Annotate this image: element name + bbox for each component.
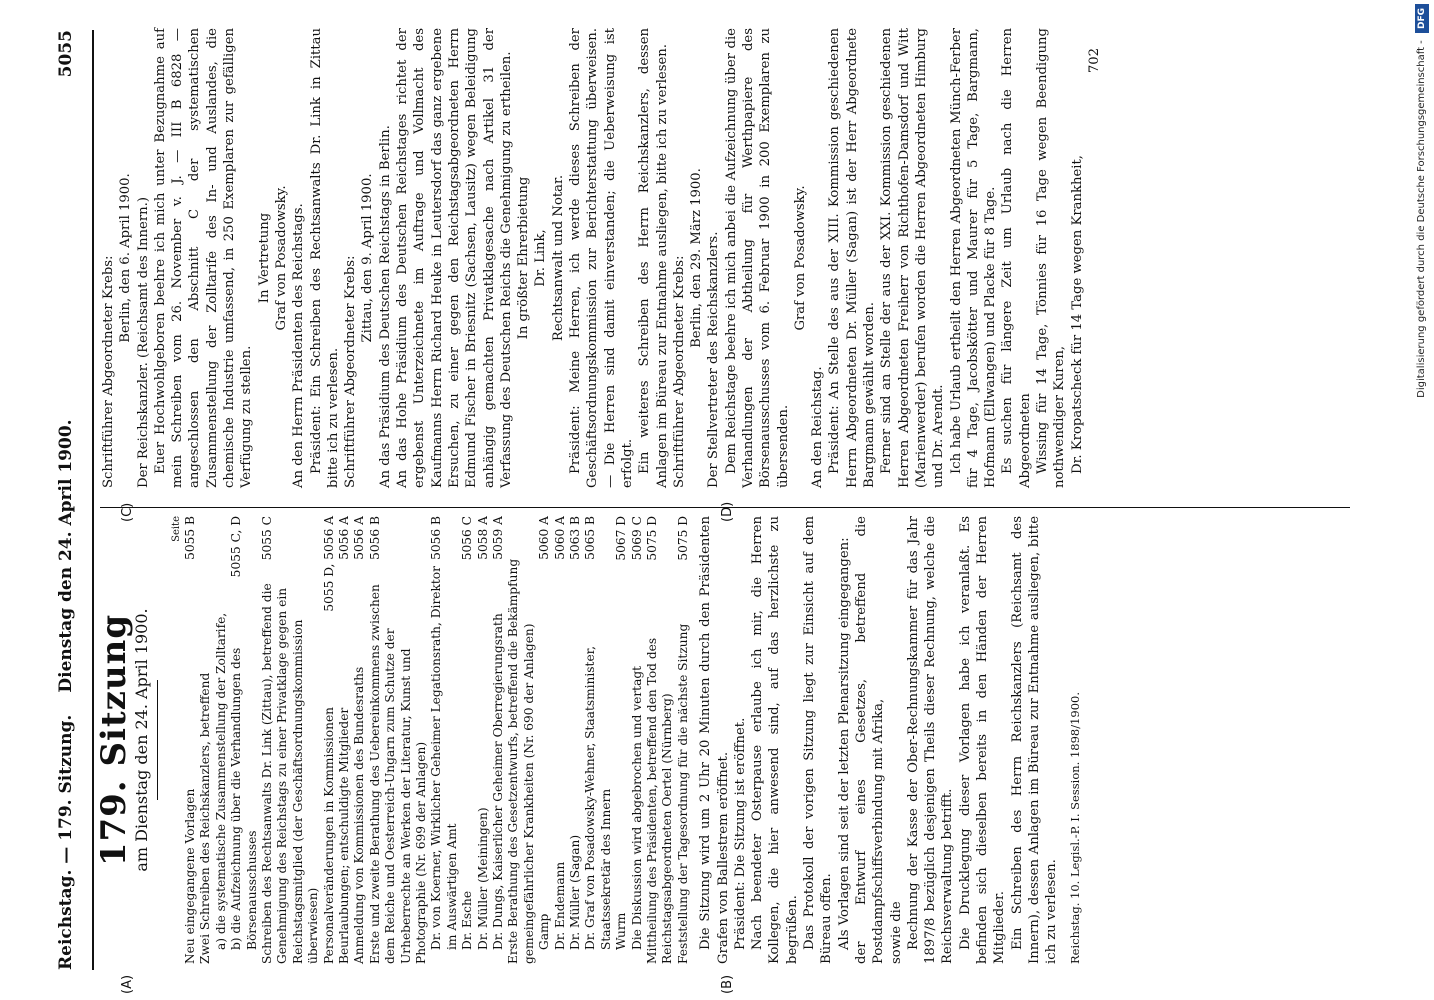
toc-page: 5063 B [568,516,583,560]
digitization-stamp [1410,0,1434,1000]
toc-row [352,516,367,964]
body-paragraph: Ein weiteres Schreiben des Herrn Reichskanzlers, dessen Anlagen im Büreau zur Entnahme ausliegen, bitte ich zu verlesen. [637,28,670,488]
toc-entry: Wurm [614,912,629,950]
toc-row [476,516,491,964]
toc-row [337,516,352,964]
toc-entry: Erste und zweite Berathung des Uebereinkommens zwischen dem Reiche und Oesterreich-Ungarn zum Schutze der Urheberrechte an Werken der Literatur, Kunst und Photographie (Nr. 699 der Anlagen) [367,584,428,964]
toc-entry: Personalveränderungen in Kommissionen [321,706,336,964]
toc-entry: Feststellung der Tagesordnung für die nächste Sitzung [675,623,690,964]
body-paragraph: Euer Hochwohlgeboren beehre ich mich unter Bezugnahme auf mein Schreiben vom 26. November v. J. — III B 6828 — angeschlossen den Abschnitt C der systematischen Zusammenstellung der Zolltarife des In- und Auslandes, die chemische Industrie umfassend, in 250 Exemplaren zur gefälligen Verfügung zu stellen. [152,28,255,488]
body-paragraph: Rechnung der Kasse der Ober-Rechnungskammer für das Jahr 1897/8 bezüglich desjenigen Theils dieser Rechnung, welche die Reichsverwaltung betrifft. [905,516,956,964]
body-paragraph: Der Stellvertreter des Reichskanzlers. [706,231,722,488]
toc-page: 5060 A [552,516,567,560]
body-paragraph: An das Präsidium des Deutschen Reichstags in Berlin. [377,125,393,488]
toc-entry: Dr. Endemann [552,861,567,950]
toc-entry: Anmeldung von Kommissionen des Bundesraths [352,666,367,964]
body-paragraph: Dem Reichstage beehre ich mich anbei die Aufzeichnung über die Verhandlungen der Abtheilung für Werthpapiere des Börsenausschusses vom 6. Februar 1900 in 200 Exemplaren zu übersenden. [723,28,791,488]
toc-page: 5055 B [182,516,197,560]
body-paragraph: Präsident: Meine Herren, ich werde dieses Schreiben der Geschäftsordnungskommission zur Berichterstattung überweisen. — Die Herren sind damit einverstanden; die Ueberweisung ist erfolgt. [568,28,635,488]
toc-page: 5069 C [629,516,644,561]
body-paragraph: An das Hohe Präsidium des Deutschen Reichstages richtet der ergebenst Unterzeichnete im Auftrage und Vollmacht des Kaufmanns Herrn Richard Heuke in Leutersdorf das ganz ergebene Ersuchen, zu einer gegen den Reichstagsabgeordneten Herrn Edmund Fischer in Briesnitz (Sachsen, Lausitz) wegen Beleidigung anhängig gemachten Privatklagesache nach Artikel 31 der Verfassung des Deutschen Reichs die Genehmigung zu ertheilen. [395,28,514,488]
body-paragraph: Ferner sind an Stelle der aus der XXI. Kommission geschiedenen Herren Abgeordneten Freiherr von Richthofen-Damsdorf und Witt (Marienwerder) berufen worden die Herren Abgeordneten Himburg und Dr. Arendt. [879,28,947,488]
toc-page: 5075 D [645,516,660,561]
toc-page: 5056 A [352,516,367,560]
toc-row [183,516,198,964]
toc-page: 5055 D, 5056 A [321,516,336,612]
toc-page [506,516,537,522]
body-paragraph: sowie die [888,901,904,964]
toc-page: 5067 D [614,516,629,561]
toc-entry: b) die Aufzeichnung über die Verhandlungen des Börsenausschusses [229,647,259,950]
body-paragraph: Zittau, den 9. April 1900. [360,173,376,343]
body-paragraph: Ein Schreiben des Herrn Reichskanzlers (Reichsamt des Innern), dessen Anlagen im Büreau zur Entnahme ausliegen, bitte ich zu verlesen. [1009,516,1060,964]
toc-row [583,516,614,964]
toc-entry: Erste Berathung des Gesetzentwurfs, betreffend die Bekämpfung gemeingefährlicher Krankheiten (Nr. 690 der Anlagen) [506,558,536,964]
seite-label: Seite [170,516,182,542]
body-paragraph: Der Reichskanzler. (Reichsamt des Innern.) [135,197,151,488]
body-paragraph: Graf von Posadowsky. [792,185,808,331]
body-paragraph: Es suchen für längere Zeit um Urlaub nach die Herren Abgeordneten [1000,28,1033,488]
toc-entry: Zwei Schreiben des Reichskanzlers, betreffend [198,672,213,964]
body-paragraph: Schriftführer Abgeordneter Krebs: [343,255,359,488]
toc-row [553,516,568,964]
toc-row [645,516,676,964]
body-paragraph: Berlin, den 6. April 1900. [118,173,134,343]
session-date: am Dienstag den 24. April 1900. [132,608,152,872]
toc-row [568,516,583,964]
margin-letter-b: (B) [720,974,735,994]
toc-row [676,516,691,964]
toc-entry: Neu eingegangene Vorlagen [182,788,197,964]
toc-entry: Die Diskussion wird abgebrochen und vertagt [629,665,644,950]
session-title: 179. Sitzung [94,613,134,867]
body-paragraph: Präsident: Ein Schreiben des Rechtsanwalts Dr. Link in Zittau bitte ich zu verlesen. [308,28,341,488]
toc-entry: Schreiben des Rechtsanwalts Dr. Link (Zittau), betreffend die Genehmigung des Reichstags zu einer Privatklage gegen ein Reichstagsmitglied (der Geschäftsordnungskommission überwiesen) [259,583,321,964]
toc-row [322,516,337,964]
toc-page: 5055 C [259,516,274,561]
toc-entry: Dr. von Koerner, Wirklicher Geheimer Legationsrath, Direktor im Auswärtigen Amt [429,566,459,950]
toc-entry: Dr. Müller (Meiningen) [475,807,490,950]
body-paragraph: Schriftführer Abgeordneter Krebs: [101,255,116,488]
left-column [94,516,1360,964]
toc-entry: Dr. Müller (Sagan) [568,834,583,950]
body-paragraph: Präsident: An Stelle des aus der XIII. Kommission geschiedenen Herrn Abgeordneten Dr. Müller (Sagan) ist der Herr Abgeordnete Bargmann gewählt worden. [827,28,878,488]
right-column [100,28,1360,488]
toc-page: 5075 D [675,516,690,561]
toc-entry: Gamp [537,913,552,950]
toc-page [198,516,213,522]
left-body [697,516,1060,964]
body-paragraph: Schriftführer Abgeordneter Krebs: [671,255,687,488]
toc-page: 5065 B [583,516,598,560]
page-number: 5055 [56,30,76,78]
body-paragraph: Nach beendeter Osterpause erlaube ich mir, die Herren Kollegen, die hier anwesend sind, auf das herzlichste zu begrüßen. [750,516,800,964]
toc-page: 5056 B [367,516,382,560]
right-body [100,28,1086,488]
toc-row [260,516,322,964]
body-paragraph: Graf von Posadowsky. [273,185,289,331]
toc-page: 5058 A [475,516,490,560]
body-paragraph: der Entwurf eines Gesetzes, betreffend die Postdampfschiffsverbindung mit Afrika, [853,516,887,964]
toc-entry: Dr. Esche [460,890,475,950]
body-paragraph: Als Vorlagen sind seit der letzten Plenarsitzung eingegangen: [836,537,852,950]
body-paragraph: Präsident: Die Sitzung ist eröffnet. [732,717,748,950]
toc-page: 5056 B [429,516,444,560]
toc-page: 5060 A [537,516,552,560]
toc-entry: Beurlaubungen; entschuldigte Mitglieder [336,707,351,964]
body-paragraph: Dr. Link, [533,229,549,287]
toc-page: 5055 C, D [229,516,244,578]
body-paragraph: Rechtsanwalt und Notar. [550,174,566,342]
toc-row [198,516,213,964]
header-date: Dienstag den 24. April 1900. [56,419,76,693]
body-paragraph: Dr. Kropatscheck für 14 Tage wegen Krankheit, [1069,155,1085,474]
sheet-number: 702 [1086,48,1102,74]
toc-row [229,516,260,964]
body-paragraph: An den Herrn Präsidenten des Reichstags. [291,203,307,488]
toc-row [368,516,430,964]
toc-row [429,516,460,964]
body-paragraph: Wissing für 14 Tage, Tönnies für 16 Tage wegen Beendigung nothwendiger Kuren, [1035,28,1068,488]
toc-row [460,516,475,964]
body-paragraph: An den Reichstag. [810,366,826,488]
margin-letter-c: (C) [120,502,135,522]
volume-footer: Reichstag. 10. Legisl.-P. I. Session. 1898/1900. [1067,691,1082,964]
body-paragraph: Das Protokoll der vorigen Sitzung liegt zur Einsicht auf dem Büreau offen. [802,516,835,964]
toc-page [214,516,229,522]
margin-letter-d: (D) [720,501,735,522]
toc-row [614,516,629,964]
toc-page: 5059 A [491,516,506,560]
toc-page: 5056 C [460,516,475,561]
stamp-text: Digitalisierung gefördert durch die Deutsche Forschungsgemeinschaft - [1416,40,1427,398]
header-left: Reichstag. — 179. Sitzung. [56,714,76,970]
body-paragraph: Die Sitzung wird um 2 Uhr 20 Minuten durch den Präsidenten Grafen von Ballestrem eröffnet. [698,516,731,964]
dfg-logo: DFG [1415,4,1429,33]
toc-entry: a) die systematische Zusammenstellung der Zolltarife, [213,612,228,950]
running-header [56,30,96,970]
toc-row [491,516,506,964]
body-paragraph: In größter Ehrerbietung [516,176,532,340]
toc-entry: Dr. Graf von Posadowsky-Wehner, Staatsminister, Staatssekretär des Innern [583,645,613,950]
body-paragraph: Ich habe Urlaub ertheilt den Herren Abgeordneten Münch-Ferber für 4 Tage, Jacobskötter und Maurer für 5 Tage, Bargmann, Hofmann (Ellwangen) und Placke für 8 Tage. [948,28,999,488]
toc-entry: Dr. Dungs, Kaiserlicher Geheimer Oberregierungsrath [491,613,506,950]
margin-letter-a: (A) [120,974,135,994]
body-paragraph: Die Drucklegung dieser Vorlagen habe ich veranlaßt. Es befinden sich dieselben bereits in den Händen der Herren Mitglieder. [957,516,1008,964]
table-of-contents [183,516,691,964]
body-paragraph: In Vertretung [256,212,272,304]
toc-row [214,516,229,964]
toc-entry: Mittheilung des Präsidenten, betreffend den Tod des Reichstagsabgeordneten Oertel (Nürnberg) [645,637,675,964]
toc-row [506,516,537,964]
body-paragraph: Berlin, den 29. März 1900. [689,168,705,348]
toc-row [537,516,552,964]
toc-row [630,516,645,964]
toc-page: 5056 A [336,516,351,560]
title-rule [157,680,158,800]
